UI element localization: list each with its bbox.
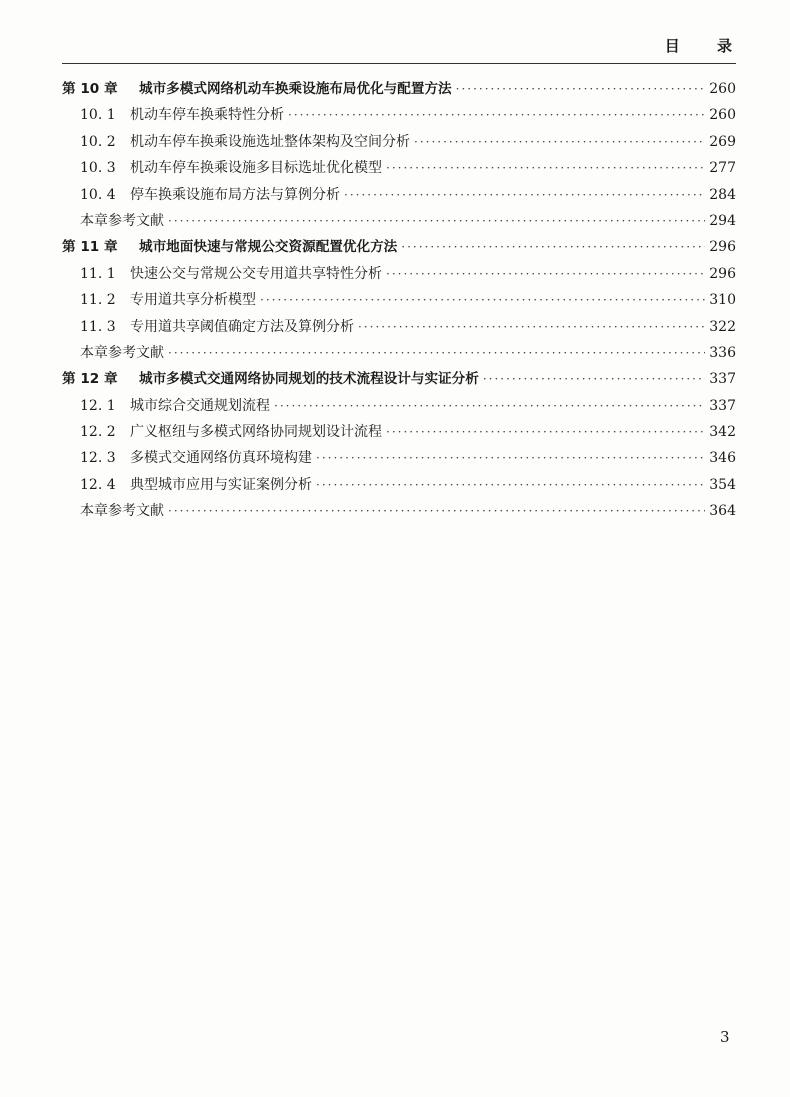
toc-entry-page: 260 [709, 81, 736, 97]
toc-entry-page: 322 [709, 318, 736, 335]
toc-entry-title: 城市多模式交通网络协同规划的技术流程设计与实证分析 [139, 371, 479, 388]
dot-leader [288, 102, 705, 128]
toc-references-row[interactable] [62, 340, 736, 366]
toc-entry-number: 第 12 章 [62, 371, 118, 388]
header-rule [62, 63, 736, 64]
toc-entry-page: 296 [709, 265, 736, 282]
toc-entry-title: 本章参考文献 [80, 344, 164, 361]
running-header-title: 目 录 [664, 37, 748, 55]
toc-chapter-row[interactable] [62, 76, 736, 102]
dot-leader [316, 472, 705, 498]
toc-entry-title: 城市地面快速与常规公交资源配置优化方法 [139, 239, 398, 256]
toc-section-row[interactable] [62, 314, 736, 340]
dot-leader [386, 261, 705, 287]
toc-entry-number: 11. 1 [80, 265, 116, 282]
toc-entry-title: 专用道共享分析模型 [130, 292, 256, 309]
toc-section-row[interactable] [62, 287, 736, 313]
dot-leader [401, 234, 705, 260]
toc-section-row[interactable] [62, 155, 736, 181]
toc-entry-page: 364 [709, 503, 736, 520]
toc-entry-title: 广义枢纽与多模式网络协同规划设计流程 [130, 424, 382, 441]
toc-chapter-row[interactable] [62, 366, 736, 392]
toc-section-row[interactable] [62, 102, 736, 128]
toc-entry-number: 10. 4 [80, 186, 116, 203]
toc-entry-number: 12. 1 [80, 397, 116, 414]
dot-leader [274, 393, 705, 419]
dot-leader [414, 129, 705, 155]
page-number: 3 [720, 1028, 730, 1046]
toc-entry-page: 277 [709, 160, 736, 177]
toc-section-row[interactable] [62, 129, 736, 155]
toc-section-row[interactable] [62, 445, 736, 471]
toc-entry-number: 10. 3 [80, 160, 116, 177]
toc-entry-page: 337 [709, 371, 736, 388]
toc-entry-page: 337 [709, 397, 736, 414]
toc-section-row[interactable] [62, 261, 736, 287]
toc-references-row[interactable] [62, 498, 736, 524]
toc-entry-number: 10. 2 [80, 133, 116, 150]
toc-entry-number: 12. 3 [80, 450, 116, 467]
toc-entry-title: 城市多模式网络机动车换乘设施布局优化与配置方法 [139, 81, 452, 97]
dot-leader [168, 498, 705, 524]
toc-entry-title: 本章参考文献 [80, 503, 164, 520]
toc-entry-title: 机动车停车换乘设施选址整体架构及空间分析 [130, 133, 410, 150]
toc-section-row[interactable] [62, 393, 736, 419]
toc-entry-title: 快速公交与常规公交专用道共享特性分析 [130, 265, 382, 282]
toc-entry-number: 11. 2 [80, 292, 116, 309]
dot-leader [483, 366, 705, 392]
toc-entry-title: 专用道共享阈值确定方法及算例分析 [130, 318, 354, 335]
toc-entry-page: 284 [709, 186, 736, 203]
toc-entry-title: 机动车停车换乘设施多目标选址优化模型 [130, 160, 382, 177]
dot-leader [386, 419, 705, 445]
toc-entry-page: 294 [709, 212, 736, 229]
toc-entry-page: 310 [709, 292, 736, 309]
toc-chapter-row[interactable] [62, 234, 736, 260]
toc-entry-page: 336 [709, 344, 736, 361]
toc-entry-title: 典型城市应用与实证案例分析 [130, 476, 312, 493]
toc-entry-title: 停车换乘设施布局方法与算例分析 [130, 186, 340, 203]
dot-leader [260, 287, 705, 313]
toc-entry-title: 多模式交通网络仿真环境构建 [130, 450, 312, 467]
toc-entry-number: 12. 2 [80, 424, 116, 441]
toc-references-row[interactable] [62, 208, 736, 234]
dot-leader [358, 314, 705, 340]
toc-entry-page: 342 [709, 424, 736, 441]
toc-section-row[interactable] [62, 182, 736, 208]
toc-entry-title: 城市综合交通规划流程 [130, 397, 270, 414]
toc-entry-page: 296 [709, 239, 736, 256]
toc-entry-page: 346 [709, 450, 736, 467]
toc-entry-number: 10. 1 [80, 107, 116, 124]
dot-leader [344, 182, 705, 208]
toc-entry-number: 第 11 章 [62, 239, 118, 256]
table-of-contents [62, 76, 736, 525]
toc-entry-page: 354 [709, 476, 736, 493]
toc-entry-page: 269 [709, 133, 736, 150]
dot-leader [168, 208, 705, 234]
dot-leader [456, 76, 706, 102]
dot-leader [168, 340, 705, 366]
toc-entry-title: 机动车停车换乘特性分析 [130, 107, 284, 124]
toc-entry-number: 第 10 章 [62, 81, 118, 97]
toc-entry-number: 12. 4 [80, 476, 116, 493]
dot-leader [316, 445, 705, 471]
toc-section-row[interactable] [62, 472, 736, 498]
toc-entry-page: 260 [709, 107, 736, 124]
toc-entry-title: 本章参考文献 [80, 212, 164, 229]
toc-section-row[interactable] [62, 419, 736, 445]
dot-leader [386, 155, 705, 181]
toc-entry-number: 11. 3 [80, 318, 116, 335]
